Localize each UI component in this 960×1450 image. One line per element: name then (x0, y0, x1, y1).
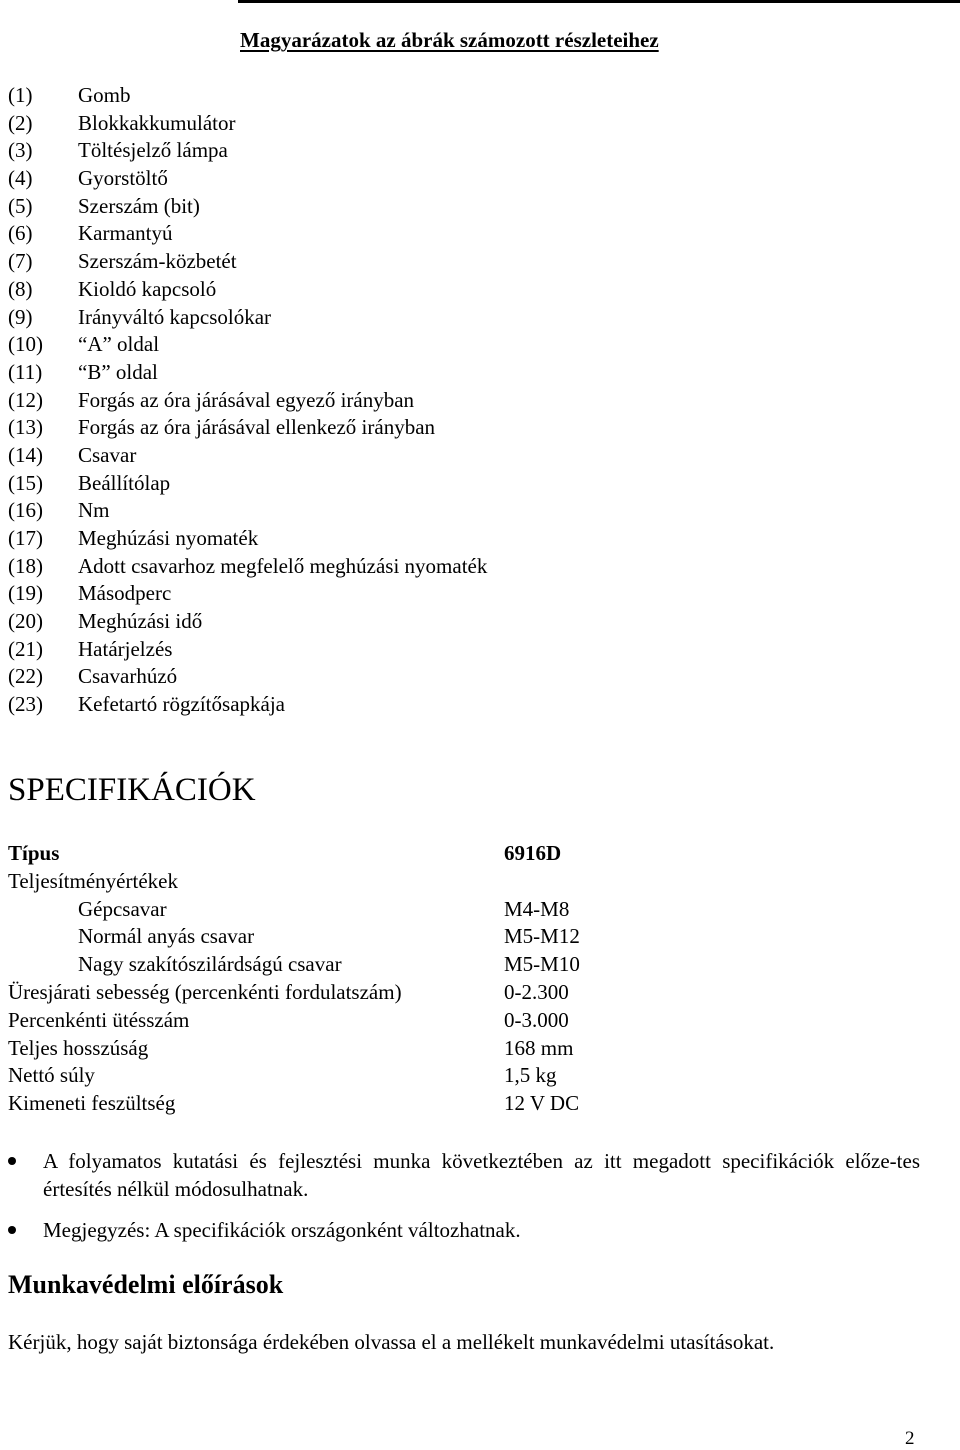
spec-label: Kimeneti feszültség (8, 1091, 176, 1116)
legend-number: (8) (8, 276, 33, 301)
spec-value: 12 V DC (504, 1091, 580, 1116)
legend-number: (2) (8, 110, 33, 135)
spec-value: M5-M12 (504, 924, 580, 949)
legend-label: Gyorstöltő (78, 166, 168, 191)
safety-heading: Munkavédelmi előírások (8, 1270, 284, 1299)
spec-row-voltage (8, 1090, 628, 1118)
legend-label: Nm (78, 498, 110, 523)
spec-label: Üresjárati sebesség (percenkénti fordulatszám) (8, 979, 402, 1004)
spec-row-capacity (8, 868, 628, 896)
page-title: Magyarázatok az ábrák számozott részleteihez (240, 28, 659, 52)
legend-label: Adott csavarhoz megfelelő meghúzási nyomaték (78, 553, 488, 578)
legend-number: (18) (8, 553, 43, 578)
legend-number: (12) (8, 387, 43, 412)
legend-number: (1) (8, 83, 33, 107)
legend-number: (11) (8, 359, 43, 384)
spec-row-weight (8, 1062, 628, 1090)
spec-row-type (8, 840, 628, 868)
page-number: 2 (905, 1428, 915, 1449)
legend-number: (9) (8, 304, 33, 329)
legend-label: Csavarhúzó (78, 664, 178, 689)
spec-value: 6916D (504, 841, 562, 865)
note-item (8, 1216, 920, 1244)
spec-label: Gépcsavar (78, 896, 167, 921)
legend-number: (20) (8, 609, 43, 634)
legend-label: Irányváltó kapcsolókar (78, 304, 272, 329)
legend-label: Meghúzási nyomaték (78, 526, 259, 550)
note-text: A folyamatos kutatási és fejlesztési munka következtében az itt megadott specifikációk előze-tes értesítés nélkül módosulhatnak. (43, 1149, 920, 1201)
spec-row-high-tensile-bolt (8, 951, 628, 979)
spec-row-standard-bolt (8, 923, 628, 951)
safety-text: Kérjük, hogy saját biztonsága érdekében olvassa el a mellékelt munkavédelmi utasításokat. (8, 1330, 775, 1354)
legend-label: Szerszám (bit) (78, 193, 200, 218)
spec-row-machine-screw (8, 896, 628, 924)
note-text: Megjegyzés: A specifikációk országonként változhatnak. (43, 1218, 521, 1242)
spec-value: 1,5 kg (504, 1063, 557, 1088)
legend-label: Csavar (78, 442, 137, 467)
legend-label: Határjelzés (78, 636, 173, 661)
legend-label: Blokkakkumulátor (78, 110, 236, 135)
legend-label: Másodperc (78, 581, 172, 606)
bullet-icon (8, 1157, 16, 1165)
legend-label: Gomb (78, 83, 131, 107)
legend-number: (23) (8, 692, 43, 717)
legend-label: Beállítólap (78, 470, 171, 495)
spec-row-impacts (8, 1007, 628, 1035)
spec-value: M5-M10 (504, 952, 580, 977)
spec-label: Nettó súly (8, 1063, 95, 1088)
spec-label: Normál anyás csavar (78, 924, 255, 949)
legend-number: (6) (8, 221, 33, 246)
legend-label: Kefetartó rögzítősapkája (78, 692, 285, 717)
spec-label: Teljes hosszúság (8, 1035, 149, 1060)
legend-number: (19) (8, 581, 43, 606)
specifications-heading: SPECIFIKÁCIÓK (8, 772, 256, 808)
legend-label: Forgás az óra járásával ellenkező irányban (78, 415, 436, 440)
spec-label: Típus (8, 841, 60, 865)
legend-number: (21) (8, 636, 43, 661)
header-rule (238, 0, 960, 3)
legend-number: (13) (8, 415, 43, 440)
bullet-icon (8, 1226, 16, 1234)
spec-label: Teljesítményértékek (8, 868, 178, 893)
legend-label: Forgás az óra járásával egyező irányban (78, 387, 415, 412)
legend-label: “A” oldal (78, 332, 160, 357)
spec-label: Percenkénti ütésszám (8, 1007, 190, 1032)
legend-number: (22) (8, 664, 43, 689)
legend-number: (16) (8, 498, 43, 523)
legend-number: (10) (8, 332, 43, 357)
specifications-table (8, 840, 628, 1118)
spec-label: Nagy szakítószilárdságú csavar (78, 952, 342, 977)
legend-number: (3) (8, 138, 33, 163)
legend-label: Töltésjelző lámpa (78, 138, 228, 163)
note-item (8, 1147, 920, 1203)
legend-label: Karmantyú (78, 221, 173, 246)
legend-label: “B” oldal (78, 359, 158, 384)
spec-value: 0-2.300 (504, 979, 569, 1004)
spec-value: 0-3.000 (504, 1007, 569, 1032)
legend-number: (14) (8, 442, 43, 467)
legend-number: (5) (8, 193, 33, 218)
legend-number: (15) (8, 470, 43, 495)
spec-value: M4-M8 (504, 896, 570, 921)
legend-number: (4) (8, 166, 33, 191)
spec-value: 168 mm (504, 1035, 574, 1060)
legend-label: Meghúzási idő (78, 609, 203, 634)
spec-row-length (8, 1035, 628, 1063)
legend-label: Kioldó kapcsoló (78, 276, 217, 301)
legend-number: (17) (8, 526, 43, 550)
spec-row-no-load-speed (8, 979, 628, 1007)
legend-label: Szerszám-közbetét (78, 249, 237, 274)
legend-number: (7) (8, 249, 33, 274)
